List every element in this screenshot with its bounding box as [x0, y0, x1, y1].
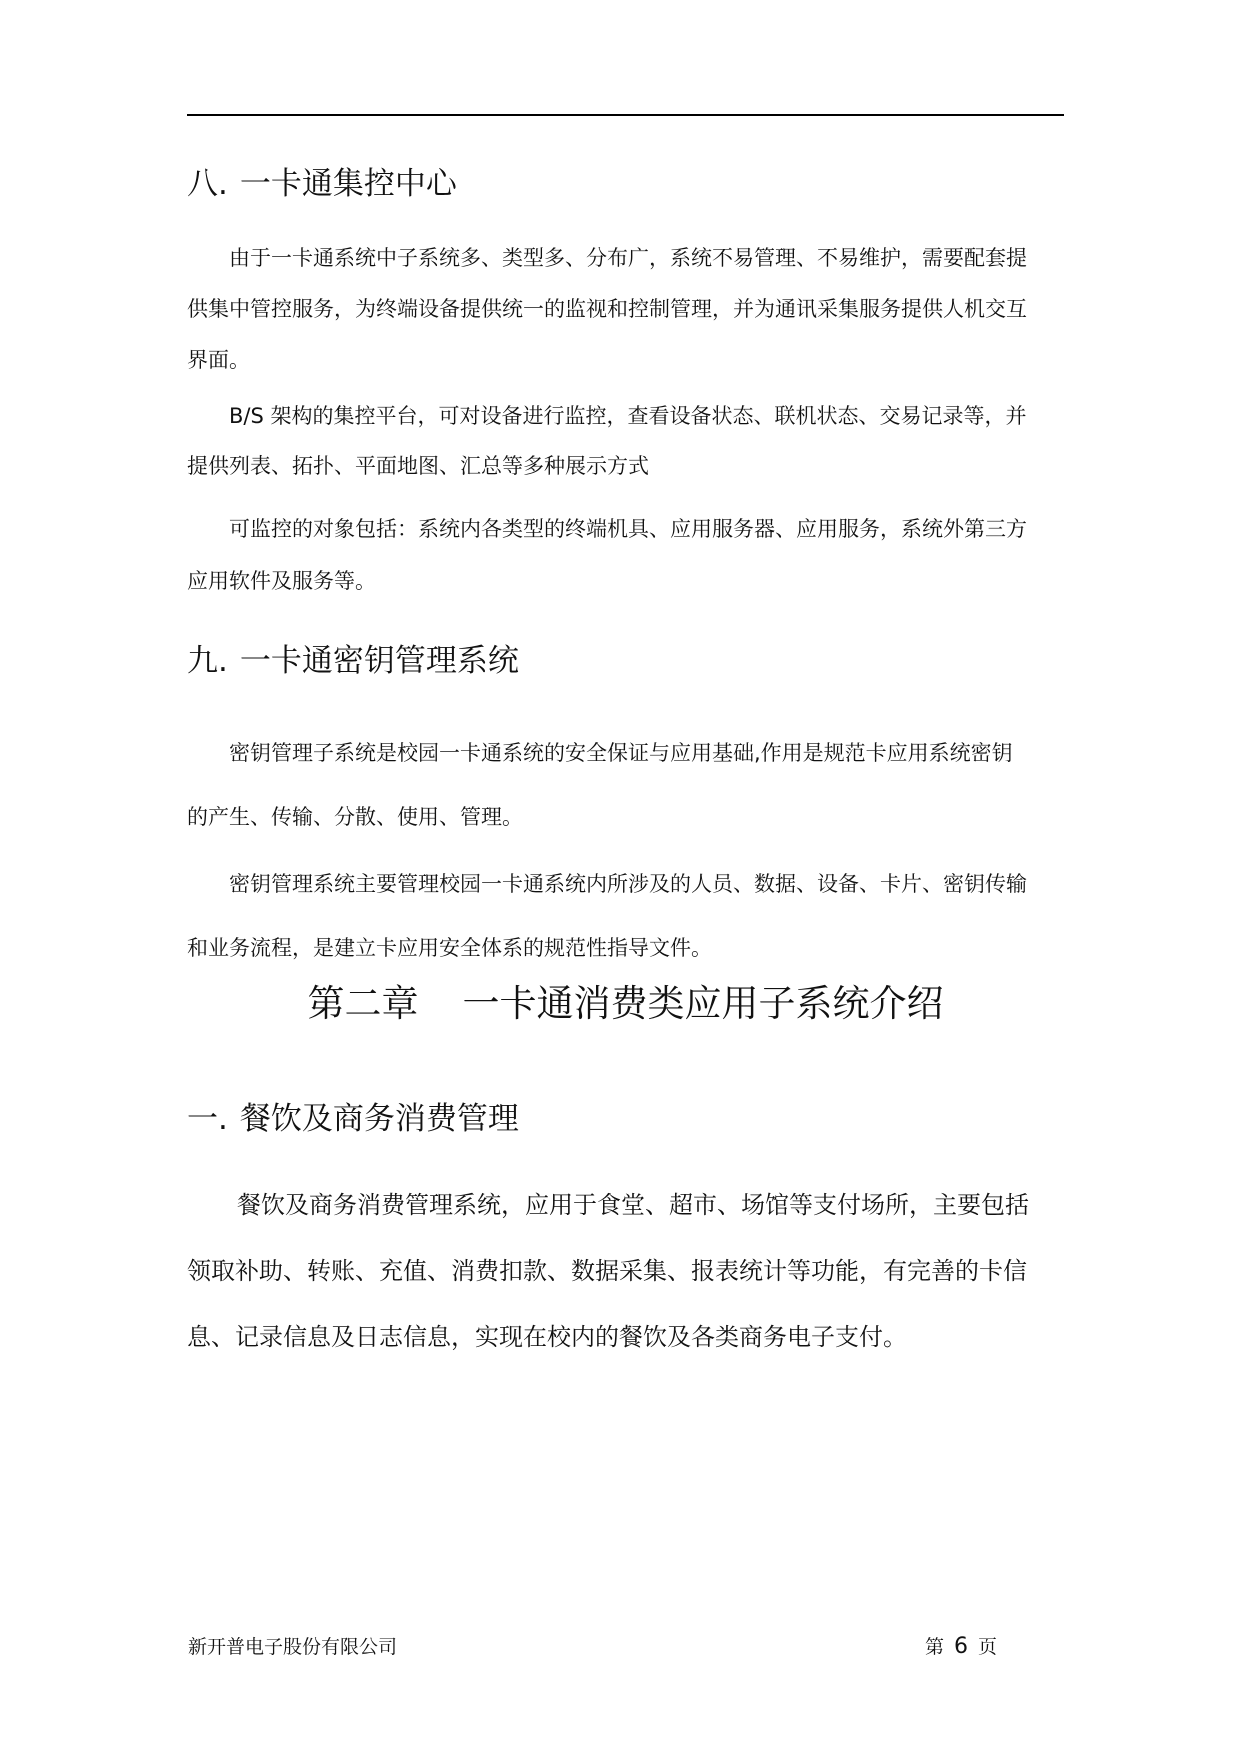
chapter-number: 第二章 — [307, 982, 419, 1025]
section-title: 餐饮及商务消费管理 — [239, 1101, 519, 1137]
paragraph — [187, 1172, 1062, 1370]
page-prefix: 第 — [925, 1636, 945, 1658]
section-heading-1 — [187, 1099, 519, 1139]
text-line: 供集中管控服务，为终端设备提供统一的监视和控制管理，并为通讯采集服务提供人机交互 — [187, 297, 1027, 321]
section-number: 九. — [187, 643, 228, 679]
header-rule — [187, 114, 1064, 116]
text-line: 密钥管理系统主要管理校园一卡通系统内所涉及的人员、数据、设备、卡片、密钥传输 — [229, 872, 1027, 896]
paragraph — [187, 503, 1062, 607]
footer-company: 新开普电子股份有限公司 — [188, 1636, 398, 1658]
text-line: 的产生、传输、分散、使用、管理。 — [187, 805, 523, 829]
text-line: 领取补助、转账、充值、消费扣款、数据采集、报表统计等功能，有完善的卡信 — [187, 1257, 1027, 1285]
section-heading-8 — [187, 164, 457, 204]
section-title: 一卡通密钥管理系统 — [239, 643, 519, 679]
text-line: 息、记录信息及日志信息，实现在校内的餐饮及各类商务电子支付。 — [187, 1323, 907, 1351]
section-number: 八. — [187, 166, 228, 202]
page-number-value: 6 — [954, 1634, 969, 1659]
paragraph — [187, 391, 1062, 491]
section-heading-9 — [187, 641, 519, 681]
text-line: 和业务流程，是建立卡应用安全体系的规范性指导文件。 — [187, 936, 712, 960]
text-line: 餐饮及商务消费管理系统，应用于食堂、超市、场馆等支付场所，主要包括 — [237, 1191, 1029, 1219]
chapter-title: 一卡通消费类应用子系统介绍 — [462, 982, 944, 1025]
text-line: 提供列表、拓扑、平面地图、汇总等多种展示方式 — [187, 454, 649, 478]
section-title: 一卡通集控中心 — [239, 166, 457, 202]
text-line: 可监控的对象包括：系统内各类型的终端机具、应用服务器、应用服务，系统外第三方 — [229, 517, 1027, 541]
page-number — [925, 1634, 997, 1660]
chapter-heading — [187, 981, 1064, 1027]
text-line: 界面。 — [187, 348, 250, 372]
paragraph — [187, 852, 1062, 980]
text-line: 密钥管理子系统是校园一卡通系统的安全保证与应用基础,作用是规范卡应用系统密钥 — [229, 741, 1013, 765]
text-line: 由于一卡通系统中子系统多、类型多、分布广，系统不易管理、不易维护，需要配套提 — [229, 246, 1027, 270]
text-line: B/S 架构的集控平台，可对设备进行监控，查看设备状态、联机状态、交易记录等，并 — [229, 404, 1027, 428]
page-suffix: 页 — [978, 1636, 998, 1658]
paragraph — [187, 721, 1062, 849]
section-number: 一. — [187, 1101, 228, 1137]
paragraph — [187, 233, 1062, 386]
text-line: 应用软件及服务等。 — [187, 569, 376, 593]
